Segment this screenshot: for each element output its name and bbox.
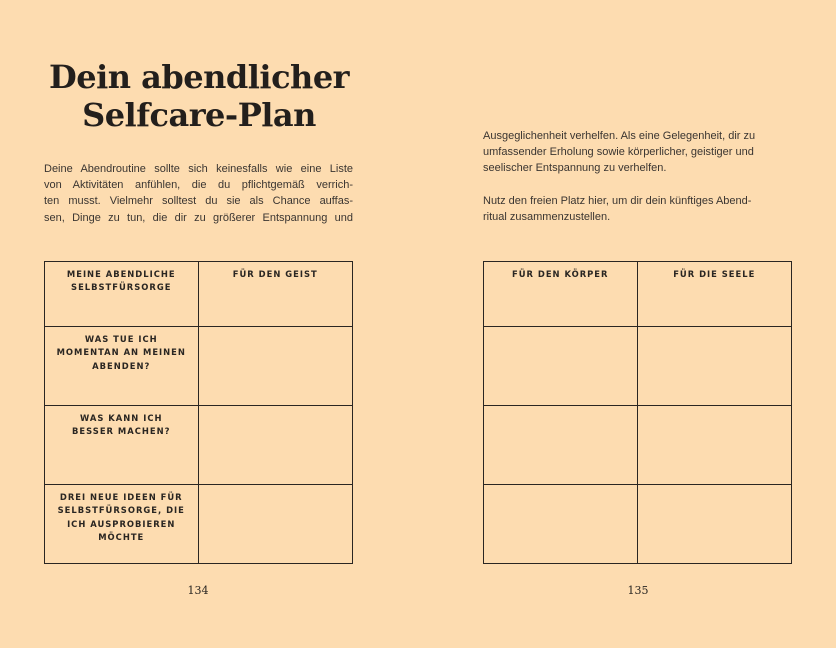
header-cell-seele	[638, 262, 792, 326]
header-text: FÜR DIE SEELE	[673, 269, 756, 279]
row-label-text: MÖCHTE	[98, 532, 145, 543]
page-number-right: 135	[627, 584, 649, 597]
writing-cell[interactable]	[199, 327, 353, 405]
table-row	[484, 485, 791, 563]
para1-line-3: seelischer Entspannung zu verhelfen.	[483, 162, 667, 175]
header-text: MEINE ABENDLICHE	[66, 269, 176, 279]
writing-cell[interactable]	[638, 485, 792, 563]
selfcare-table-left	[44, 261, 353, 564]
row-label-text: MOMENTAN AN MEINEN	[56, 347, 186, 358]
intro-paragraph	[44, 161, 353, 226]
table-row	[45, 327, 352, 406]
row-label-text: ICH AUSPROBIEREN	[67, 518, 176, 529]
intro-line-3: ten musst. Vielmehr solltest du sie als Chance auffas-	[44, 195, 353, 208]
row-label-improve	[45, 406, 199, 484]
writing-cell[interactable]	[484, 327, 638, 405]
row-label-text: SELBSTFÜRSORGE, DIE	[57, 505, 185, 516]
table-row	[484, 327, 791, 406]
page-number-left: 134	[187, 584, 209, 597]
writing-cell[interactable]	[484, 485, 638, 563]
row-label-text: DREI NEUE IDEEN FÜR	[59, 492, 183, 502]
writing-cell[interactable]	[484, 406, 638, 484]
table-row	[484, 406, 791, 485]
writing-cell[interactable]	[199, 485, 353, 563]
continuation-paragraph	[483, 128, 793, 177]
header-text: FÜR DEN KÖRPER	[512, 269, 609, 279]
header-text: SELBSTFÜRSORGE	[71, 282, 172, 293]
row-label-text: ABENDEN?	[92, 360, 151, 371]
row-label-new-ideas	[45, 485, 199, 563]
title-line-1: Dein abendlicher	[48, 58, 350, 96]
header-cell-geist	[199, 262, 353, 326]
row-label-current	[45, 327, 199, 405]
page-title	[44, 58, 354, 134]
table-row	[45, 485, 352, 563]
table-row	[45, 406, 352, 485]
row-label-text: WAS TUE ICH	[84, 334, 158, 344]
writing-cell[interactable]	[638, 406, 792, 484]
title-line-2: Selfcare-Plan	[82, 96, 316, 134]
para2-line-2: ritual zusammenzustellen.	[483, 211, 611, 224]
intro-line-2: von Aktivitäten anfühlen, die du pflichtgemäß verrich-	[44, 179, 353, 192]
row-label-text: WAS KANN ICH	[80, 413, 163, 423]
header-text: FÜR DEN GEIST	[232, 269, 318, 279]
header-cell-selfcare	[45, 262, 199, 326]
right-page	[418, 0, 836, 648]
table-header-row	[484, 262, 791, 327]
intro-line-1: Deine Abendroutine sollte sich keinesfalls wie eine Liste	[44, 163, 353, 175]
para1-line-1: Ausgeglichenheit verhelfen. Als eine Gelegenheit, dir zu	[483, 130, 756, 142]
writing-cell[interactable]	[638, 327, 792, 405]
intro-line-4: sen, Dinge zu tun, die dir zu größerer Entspannung und	[44, 211, 353, 224]
writing-cell[interactable]	[199, 406, 353, 484]
para1-line-2: umfassender Erholung sowie körperlicher, geistiger und	[483, 146, 754, 159]
header-cell-koerper	[484, 262, 638, 326]
para2-line-1: Nutz den freien Platz hier, um dir dein künftiges Abend-	[483, 195, 752, 207]
row-label-text: BESSER MACHEN?	[72, 426, 171, 437]
selfcare-table-right	[483, 261, 792, 564]
table-header-row	[45, 262, 352, 327]
instruction-paragraph	[483, 193, 793, 225]
